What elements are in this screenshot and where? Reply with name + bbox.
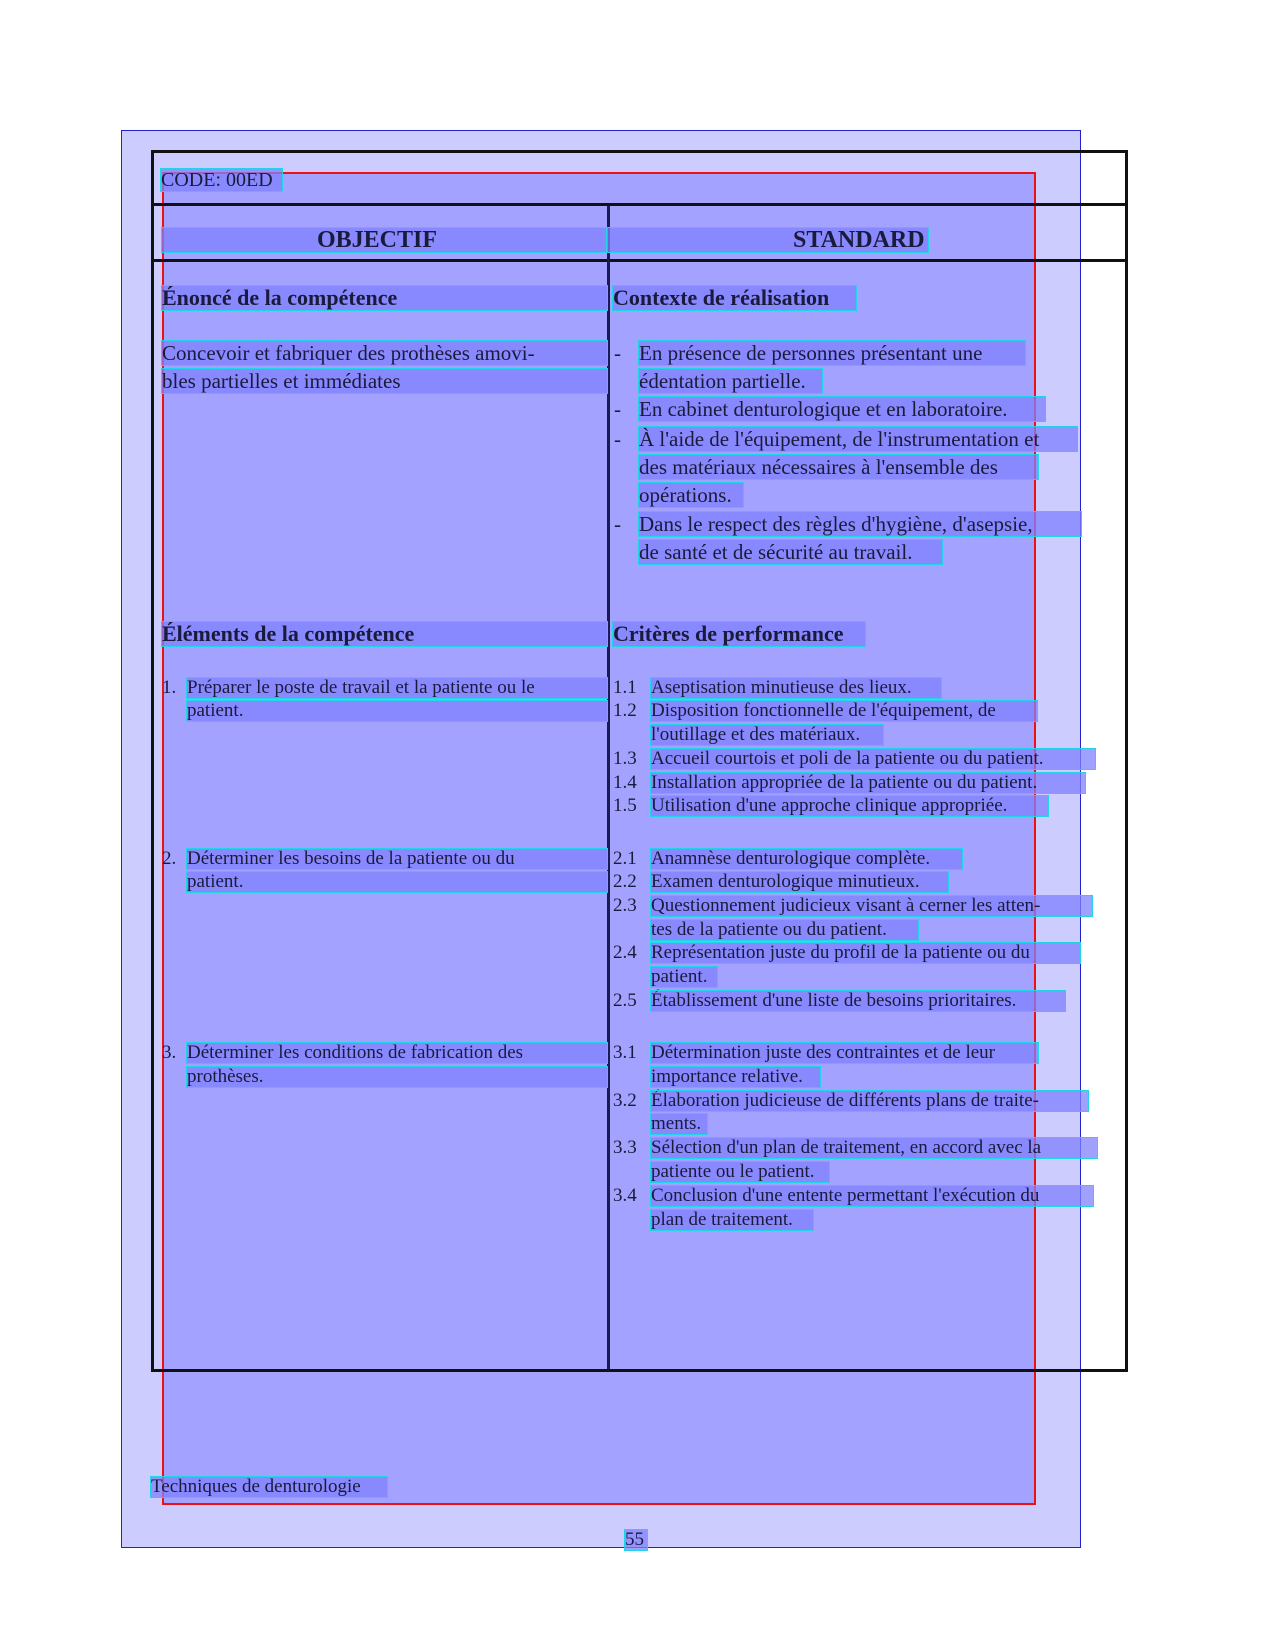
critere-line: Détermination juste des contraintes et de leur	[651, 1043, 1038, 1063]
critere-number: 1.2	[613, 700, 637, 721]
page-number: 55	[625, 1530, 647, 1550]
critere-number: 1.1	[613, 677, 637, 698]
footer-program: Techniques de denturologie	[151, 1477, 387, 1497]
critere-number: 3.1	[613, 1042, 637, 1063]
element-line: patient.	[187, 872, 607, 892]
element-line: Déterminer les conditions de fabrication des	[187, 1043, 607, 1063]
critere-line: Accueil courtois et poli de la patiente ou du patient.	[651, 749, 1095, 769]
column-divider	[607, 206, 610, 1369]
critere-line: Examen denturologique minutieux.	[651, 872, 948, 892]
critere-number: 1.5	[613, 795, 637, 816]
bullet-dash: -	[614, 512, 621, 536]
contexte-line: édentation partielle.	[639, 369, 822, 393]
enonce-line: bles partielles et immédiates	[162, 369, 607, 393]
criteres-title: Critères de performance	[613, 622, 865, 646]
critere-line: patiente ou le patient.	[651, 1162, 829, 1182]
table-divider	[154, 259, 1125, 262]
enonce-title: Énoncé de la compétence	[162, 286, 607, 310]
critere-number: 3.3	[613, 1137, 637, 1158]
critere-line: Utilisation d'une approche clinique appropriée.	[651, 796, 1048, 816]
contexte-line: de santé et de sécurité au travail.	[639, 540, 942, 564]
critere-line: tes de la patiente ou du patient.	[651, 920, 918, 940]
critere-line: Anamnèse denturologique complète.	[651, 849, 962, 869]
critere-line: Aseptisation minutieuse des lieux.	[651, 678, 941, 698]
element-number: 3.	[162, 1042, 177, 1063]
element-number: 1.	[162, 677, 177, 698]
contexte-line: opérations.	[639, 483, 743, 507]
contexte-line: En présence de personnes présentant une	[639, 341, 1025, 365]
bullet-dash: -	[614, 397, 621, 421]
critere-line: Élaboration judicieuse de différents plans de traite-	[651, 1091, 1088, 1111]
critere-number: 3.2	[613, 1090, 637, 1111]
critere-line: Questionnement judicieux visant à cerner les atten-	[651, 896, 1092, 916]
enonce-line: Concevoir et fabriquer des prothèses amovi-	[162, 341, 607, 365]
element-line: Préparer le poste de travail et la patiente ou le	[187, 678, 607, 698]
critere-number: 2.2	[613, 871, 637, 892]
code-label: CODE: 00ED	[161, 169, 282, 191]
standard-header: STANDARD	[793, 227, 925, 253]
contexte-title: Contexte de réalisation	[613, 286, 856, 310]
table-divider	[154, 203, 1125, 206]
critere-line: ments.	[651, 1114, 707, 1134]
bullet-dash: -	[614, 427, 621, 451]
critere-line: Conclusion d'une entente permettant l'exécution du	[651, 1186, 1093, 1206]
critere-number: 2.4	[613, 942, 637, 963]
objectif-header: OBJECTIF	[317, 227, 438, 253]
critere-line: Sélection d'un plan de traitement, en accord avec la	[651, 1138, 1097, 1158]
contexte-line: En cabinet denturologique et en laboratoire.	[639, 397, 1045, 421]
critere-line: importance relative.	[651, 1067, 820, 1087]
contexte-line: Dans le respect des règles d'hygiène, d'asepsie,	[639, 512, 1081, 536]
element-line: patient.	[187, 701, 607, 721]
critere-line: Établissement d'une liste de besoins prioritaires.	[651, 991, 1065, 1011]
contexte-line: À l'aide de l'équipement, de l'instrumentation et	[639, 427, 1077, 451]
critere-line: Représentation juste du profil de la patiente ou du	[651, 943, 1080, 963]
critere-number: 2.3	[613, 895, 637, 916]
element-number: 2.	[162, 848, 177, 869]
critere-number: 3.4	[613, 1185, 637, 1206]
critere-number: 1.3	[613, 748, 637, 769]
element-line: prothèses.	[187, 1067, 607, 1087]
critere-number: 1.4	[613, 772, 637, 793]
critere-number: 2.1	[613, 848, 637, 869]
bullet-dash: -	[614, 341, 621, 365]
critere-number: 2.5	[613, 990, 637, 1011]
critere-line: Disposition fonctionnelle de l'équipement, de	[651, 701, 1037, 721]
critere-line: plan de traitement.	[651, 1210, 813, 1230]
critere-line: patient.	[651, 967, 717, 987]
critere-line: Installation appropriée de la patiente ou du patient.	[651, 773, 1085, 793]
element-line: Déterminer les besoins de la patiente ou du	[187, 849, 607, 869]
contexte-line: des matériaux nécessaires à l'ensemble des	[639, 455, 1038, 479]
elements-title: Éléments de la compétence	[162, 622, 607, 646]
critere-line: l'outillage et des matériaux.	[651, 725, 883, 745]
